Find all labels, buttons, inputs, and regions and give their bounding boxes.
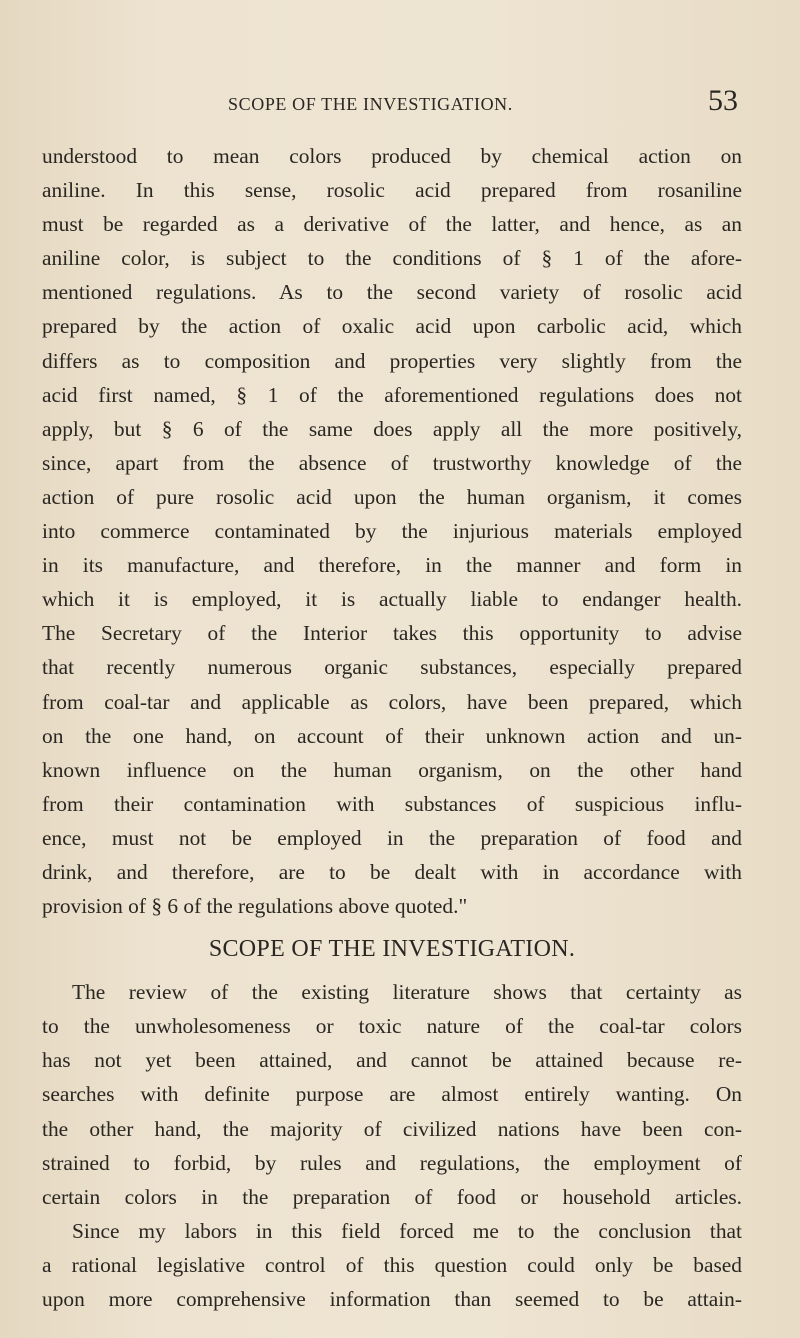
text-line: certain colors in the preparation of food or household articles.: [42, 1184, 742, 1209]
text-line: known influence on the human organism, on the other hand: [42, 757, 742, 782]
page-header: [228, 86, 738, 126]
text-line: has not yet been attained, and cannot be attained because re-: [42, 1048, 742, 1073]
text-line: understood to mean colors produced by chemical action on: [42, 144, 742, 168]
text-line: The Secretary of the Interior takes this opportunity to advise: [42, 621, 742, 646]
text-line: provision of § 6 of the regulations above quoted.": [42, 894, 468, 919]
section-heading: SCOPE OF THE INVESTIGATION.: [208, 936, 576, 963]
text-line: which it is employed, it is actually liable to endanger health.: [42, 587, 742, 612]
text-line: searches with definite purpose are almost entirely wanting. On: [42, 1082, 742, 1107]
running-head: SCOPE OF THE INVESTIGATION.: [228, 94, 513, 114]
text-line: apply, but § 6 of the same does apply all the more positively,: [42, 416, 742, 441]
text-line: action of pure rosolic acid upon the human organism, it comes: [42, 484, 742, 509]
text-line: a rational legislative control of this question could only be based: [42, 1252, 742, 1277]
paragraph: [42, 139, 742, 923]
text-line: from coal-tar and applicable as colors, have been prepared, which: [42, 689, 742, 714]
text-line: differs as to composition and properties very slightly from the: [42, 348, 742, 373]
text-line: strained to forbid, by rules and regulations, the employment of: [42, 1150, 742, 1175]
text-line: Since my labors in this field forced me to the conclusion that: [72, 1218, 742, 1243]
text-line: aniline. In this sense, rosolic acid prepared from rosaniline: [42, 178, 742, 203]
text-line: prepared by the action of oxalic acid upon carbolic acid, which: [42, 314, 742, 339]
text-line: since, apart from the absence of trustworthy knowledge of the: [42, 450, 742, 475]
text-line: drink, and therefore, are to be dealt with in accordance with: [42, 859, 742, 884]
text-line: to the unwholesomeness or toxic nature of the coal-tar colors: [42, 1014, 742, 1039]
page-body: [42, 139, 742, 1316]
text-line: that recently numerous organic substances, especially prepared: [42, 655, 742, 680]
text-line: ence, must not be employed in the preparation of food and: [42, 825, 742, 850]
text-line: The review of the existing literature shows that certainty as: [72, 980, 742, 1005]
text-line: upon more comprehensive information than seemed to be attain-: [42, 1287, 742, 1311]
text-line: mentioned regulations. As to the second variety of rosolic acid: [42, 280, 742, 305]
text-line: on the one hand, on account of their unknown action and un-: [42, 723, 742, 748]
text-line: into commerce contaminated by the injurious materials employed: [42, 519, 742, 544]
text-line: aniline color, is subject to the conditions of § 1 of the afore-: [42, 246, 742, 271]
page-number: 53: [708, 84, 738, 117]
text-line: in its manufacture, and therefore, in the manner and form in: [42, 553, 742, 578]
text-line: the other hand, the majority of civilized nations have been con-: [42, 1116, 742, 1141]
text-line: must be regarded as a derivative of the latter, and hence, as an: [42, 212, 742, 237]
paragraph: [42, 975, 742, 1316]
text-line: from their contamination with substances of suspicious influ-: [42, 791, 742, 816]
text-line: acid first named, § 1 of the aforementioned regulations does not: [42, 382, 742, 407]
